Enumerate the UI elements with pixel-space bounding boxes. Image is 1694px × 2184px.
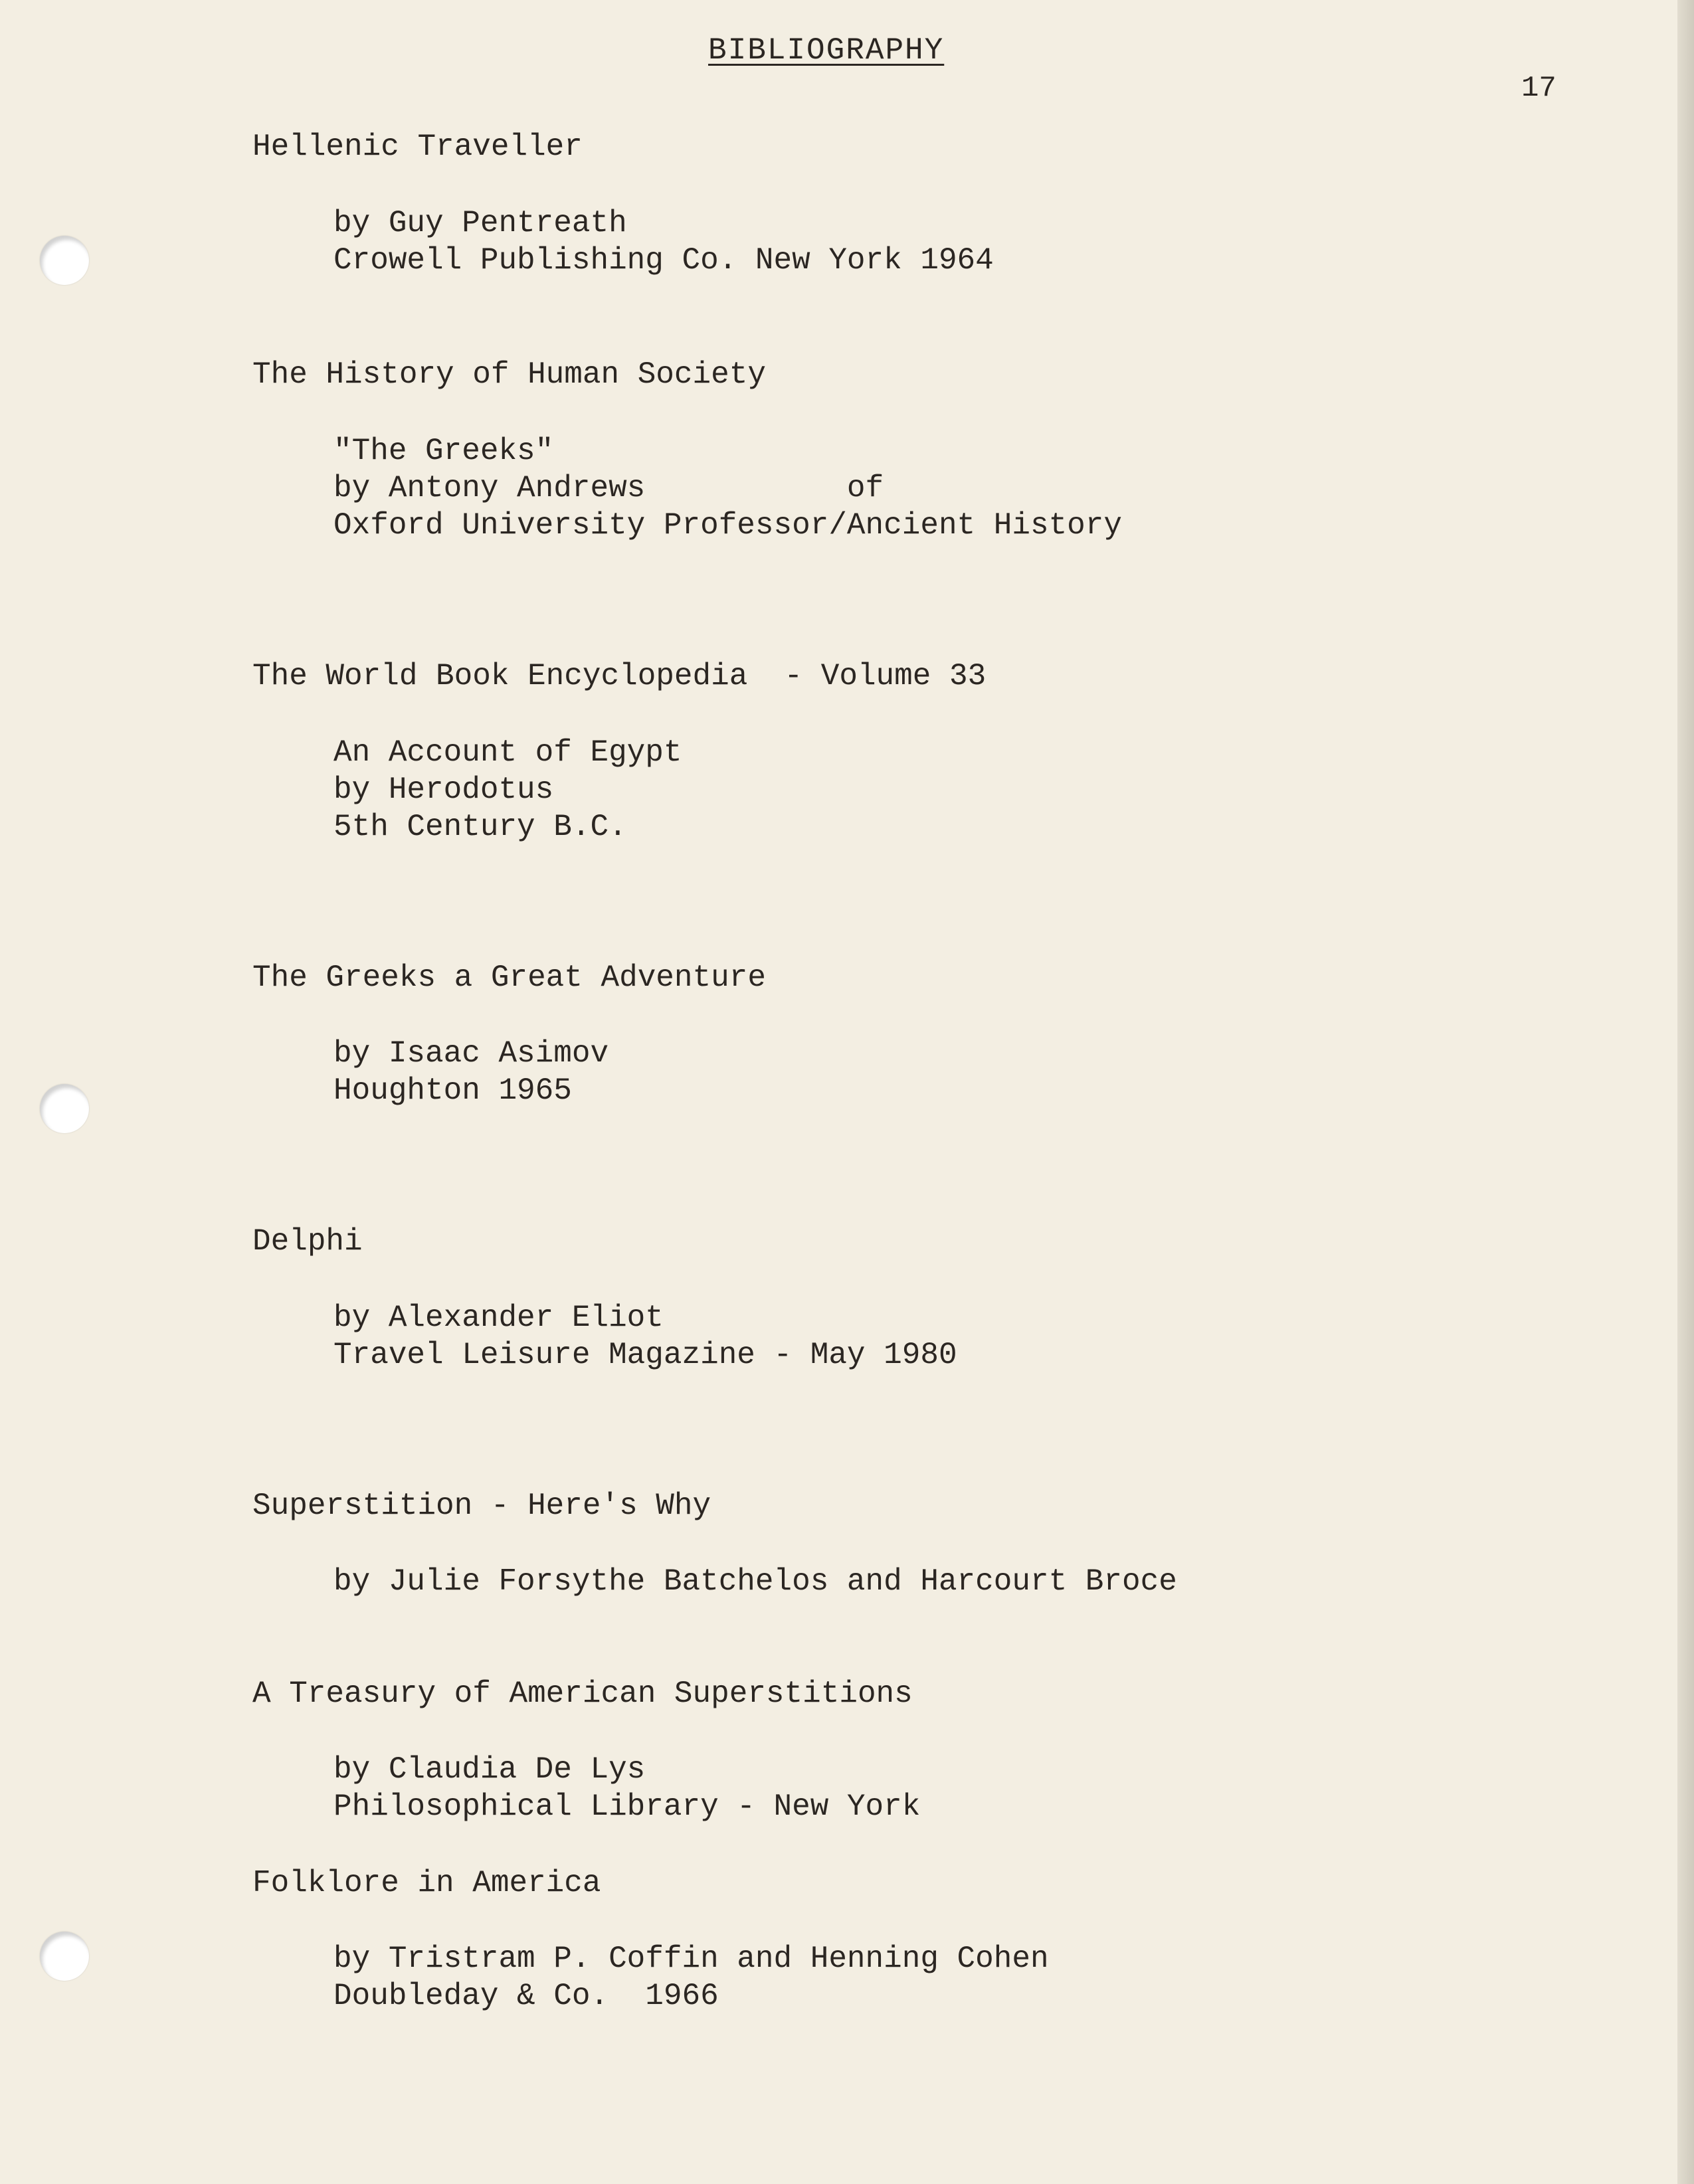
entry-line: An Account of Egypt bbox=[333, 735, 682, 770]
entry-title: The World Book Encyclopedia - Volume 33 bbox=[252, 659, 987, 693]
entry-title: Delphi bbox=[252, 1224, 363, 1259]
entry-line: Doubleday & Co. 1966 bbox=[333, 1979, 719, 2013]
entry-line: Travel Leisure Magazine - May 1980 bbox=[333, 1338, 957, 1372]
entry-title: Hellenic Traveller bbox=[252, 130, 583, 164]
punch-hole-middle bbox=[40, 1084, 89, 1133]
page-title: BIBLIOGRAPHY bbox=[708, 33, 945, 68]
entry-line: by Alexander Eliot bbox=[333, 1301, 664, 1335]
entry-line: by Claudia De Lys bbox=[333, 1752, 646, 1787]
punch-hole-bottom bbox=[40, 1932, 89, 1981]
entry-title: Superstition - Here's Why bbox=[252, 1489, 711, 1523]
entry-line: "The Greeks" bbox=[333, 434, 554, 468]
entry-title: A Treasury of American Superstitions bbox=[252, 1677, 913, 1711]
entry-line: by Julie Forsythe Batchelos and Harcourt Broce bbox=[333, 1564, 1177, 1599]
entry-line: 5th Century B.C. bbox=[333, 810, 627, 844]
entry-line: by Isaac Asimov bbox=[333, 1036, 609, 1071]
entry-line: Crowell Publishing Co. New York 1964 bbox=[333, 243, 994, 278]
punch-hole-top bbox=[40, 236, 89, 285]
entry-title: Folklore in America bbox=[252, 1866, 601, 1900]
entry-line: Oxford University Professor/Ancient History bbox=[333, 508, 1122, 543]
entry-line: Philosophical Library - New York bbox=[333, 1789, 921, 1824]
entry-line: Houghton 1965 bbox=[333, 1073, 572, 1108]
entry-title: The History of Human Society bbox=[252, 357, 766, 392]
entry-line: by Tristram P. Coffin and Henning Cohen bbox=[333, 1942, 1049, 1976]
paper-edge bbox=[1677, 0, 1694, 2184]
entry-line: by Antony Andrews of bbox=[333, 471, 884, 505]
entry-line: by Guy Pentreath bbox=[333, 206, 627, 240]
page-number: 17 bbox=[1521, 72, 1556, 105]
entry-title: The Greeks a Great Adventure bbox=[252, 960, 766, 995]
entry-line: by Herodotus bbox=[333, 773, 554, 807]
